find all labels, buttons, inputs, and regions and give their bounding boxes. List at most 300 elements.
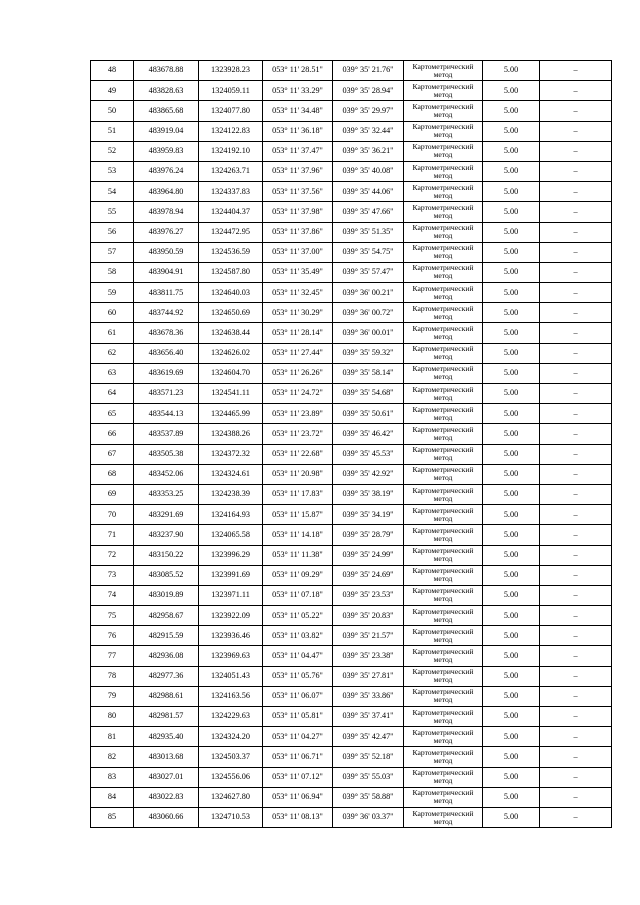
y-coordinate-cell: 1323922.09 bbox=[199, 606, 263, 626]
point-number-cell: 74 bbox=[91, 585, 134, 605]
point-number-cell: 76 bbox=[91, 626, 134, 646]
x-coordinate-cell: 483976.24 bbox=[134, 161, 199, 181]
latitude-cell: 053° 11' 06.71" bbox=[263, 747, 333, 767]
longitude-cell: 039° 35' 36.21" bbox=[333, 141, 404, 161]
note-cell: – bbox=[540, 182, 612, 202]
method-cell: Картометрический метод bbox=[404, 303, 483, 323]
x-coordinate-cell: 483904.91 bbox=[134, 262, 199, 282]
note-cell: – bbox=[540, 81, 612, 101]
x-coordinate-cell: 483291.69 bbox=[134, 505, 199, 525]
latitude-cell: 053° 11' 28.51" bbox=[263, 61, 333, 81]
y-coordinate-cell: 1324164.93 bbox=[199, 505, 263, 525]
latitude-cell: 053° 11' 08.13" bbox=[263, 807, 333, 827]
note-cell: – bbox=[540, 121, 612, 141]
accuracy-cell: 5.00 bbox=[483, 707, 540, 727]
longitude-cell: 039° 35' 42.92" bbox=[333, 464, 404, 484]
table-row bbox=[91, 161, 612, 181]
y-coordinate-cell: 1324051.43 bbox=[199, 666, 263, 686]
longitude-cell: 039° 35' 28.94" bbox=[333, 81, 404, 101]
latitude-cell: 053° 11' 27.44" bbox=[263, 343, 333, 363]
latitude-cell: 053° 11' 07.18" bbox=[263, 585, 333, 605]
y-coordinate-cell: 1324503.37 bbox=[199, 747, 263, 767]
latitude-cell: 053° 11' 24.72" bbox=[263, 384, 333, 404]
point-number-cell: 81 bbox=[91, 727, 134, 747]
note-cell: – bbox=[540, 404, 612, 424]
latitude-cell: 053° 11' 33.29" bbox=[263, 81, 333, 101]
method-cell: Картометрический метод bbox=[404, 707, 483, 727]
x-coordinate-cell: 483353.25 bbox=[134, 484, 199, 504]
x-coordinate-cell: 483019.89 bbox=[134, 585, 199, 605]
x-coordinate-cell: 483976.27 bbox=[134, 222, 199, 242]
accuracy-cell: 5.00 bbox=[483, 807, 540, 827]
method-cell: Картометрический метод bbox=[404, 81, 483, 101]
note-cell: – bbox=[540, 444, 612, 464]
point-number-cell: 78 bbox=[91, 666, 134, 686]
table-row bbox=[91, 666, 612, 686]
y-coordinate-cell: 1324587.80 bbox=[199, 262, 263, 282]
method-cell: Картометрический метод bbox=[404, 444, 483, 464]
y-coordinate-cell: 1324604.70 bbox=[199, 363, 263, 383]
table-row bbox=[91, 606, 612, 626]
y-coordinate-cell: 1323928.23 bbox=[199, 61, 263, 81]
method-cell: Картометрический метод bbox=[404, 666, 483, 686]
accuracy-cell: 5.00 bbox=[483, 585, 540, 605]
accuracy-cell: 5.00 bbox=[483, 444, 540, 464]
method-cell: Картометрический метод bbox=[404, 61, 483, 81]
point-number-cell: 52 bbox=[91, 141, 134, 161]
x-coordinate-cell: 483950.59 bbox=[134, 242, 199, 262]
accuracy-cell: 5.00 bbox=[483, 686, 540, 706]
note-cell: – bbox=[540, 141, 612, 161]
longitude-cell: 039° 36' 00.01" bbox=[333, 323, 404, 343]
table-row bbox=[91, 262, 612, 282]
longitude-cell: 039° 35' 21.57" bbox=[333, 626, 404, 646]
latitude-cell: 053° 11' 37.86" bbox=[263, 222, 333, 242]
x-coordinate-cell: 482958.67 bbox=[134, 606, 199, 626]
longitude-cell: 039° 35' 21.76" bbox=[333, 61, 404, 81]
longitude-cell: 039° 35' 57.47" bbox=[333, 262, 404, 282]
note-cell: – bbox=[540, 666, 612, 686]
note-cell: – bbox=[540, 646, 612, 666]
point-number-cell: 67 bbox=[91, 444, 134, 464]
note-cell: – bbox=[540, 606, 612, 626]
point-number-cell: 59 bbox=[91, 283, 134, 303]
longitude-cell: 039° 35' 24.69" bbox=[333, 565, 404, 585]
point-number-cell: 66 bbox=[91, 424, 134, 444]
longitude-cell: 039° 35' 51.35" bbox=[333, 222, 404, 242]
method-cell: Картометрический метод bbox=[404, 404, 483, 424]
table-row bbox=[91, 545, 612, 565]
longitude-cell: 039° 35' 54.75" bbox=[333, 242, 404, 262]
latitude-cell: 053° 11' 35.49" bbox=[263, 262, 333, 282]
method-cell: Картометрический метод bbox=[404, 323, 483, 343]
note-cell: – bbox=[540, 363, 612, 383]
y-coordinate-cell: 1324388.26 bbox=[199, 424, 263, 444]
point-number-cell: 72 bbox=[91, 545, 134, 565]
point-number-cell: 50 bbox=[91, 101, 134, 121]
accuracy-cell: 5.00 bbox=[483, 384, 540, 404]
point-number-cell: 75 bbox=[91, 606, 134, 626]
note-cell: – bbox=[540, 545, 612, 565]
accuracy-cell: 5.00 bbox=[483, 161, 540, 181]
table-row bbox=[91, 646, 612, 666]
point-number-cell: 51 bbox=[91, 121, 134, 141]
y-coordinate-cell: 1323936.46 bbox=[199, 626, 263, 646]
table-row bbox=[91, 787, 612, 807]
y-coordinate-cell: 1323969.63 bbox=[199, 646, 263, 666]
accuracy-cell: 5.00 bbox=[483, 606, 540, 626]
longitude-cell: 039° 35' 33.86" bbox=[333, 686, 404, 706]
latitude-cell: 053° 11' 37.00" bbox=[263, 242, 333, 262]
method-cell: Картометрический метод bbox=[404, 585, 483, 605]
x-coordinate-cell: 482935.40 bbox=[134, 727, 199, 747]
table-row bbox=[91, 807, 612, 827]
accuracy-cell: 5.00 bbox=[483, 61, 540, 81]
accuracy-cell: 5.00 bbox=[483, 303, 540, 323]
point-number-cell: 54 bbox=[91, 182, 134, 202]
latitude-cell: 053° 11' 07.12" bbox=[263, 767, 333, 787]
point-number-cell: 80 bbox=[91, 707, 134, 727]
x-coordinate-cell: 483537.89 bbox=[134, 424, 199, 444]
longitude-cell: 039° 36' 00.72" bbox=[333, 303, 404, 323]
method-cell: Картометрический метод bbox=[404, 363, 483, 383]
point-number-cell: 53 bbox=[91, 161, 134, 181]
longitude-cell: 039° 35' 55.03" bbox=[333, 767, 404, 787]
point-number-cell: 73 bbox=[91, 565, 134, 585]
x-coordinate-cell: 483544.13 bbox=[134, 404, 199, 424]
table-row bbox=[91, 484, 612, 504]
y-coordinate-cell: 1324465.99 bbox=[199, 404, 263, 424]
x-coordinate-cell: 483237.90 bbox=[134, 525, 199, 545]
point-number-cell: 85 bbox=[91, 807, 134, 827]
method-cell: Картометрический метод bbox=[404, 505, 483, 525]
latitude-cell: 053° 11' 23.89" bbox=[263, 404, 333, 424]
accuracy-cell: 5.00 bbox=[483, 404, 540, 424]
y-coordinate-cell: 1324472.95 bbox=[199, 222, 263, 242]
point-number-cell: 68 bbox=[91, 464, 134, 484]
method-cell: Картометрический метод bbox=[404, 565, 483, 585]
note-cell: – bbox=[540, 101, 612, 121]
y-coordinate-cell: 1324541.11 bbox=[199, 384, 263, 404]
y-coordinate-cell: 1324192.10 bbox=[199, 141, 263, 161]
point-number-cell: 58 bbox=[91, 262, 134, 282]
table-row bbox=[91, 424, 612, 444]
point-number-cell: 61 bbox=[91, 323, 134, 343]
latitude-cell: 053° 11' 34.48" bbox=[263, 101, 333, 121]
y-coordinate-cell: 1323971.11 bbox=[199, 585, 263, 605]
accuracy-cell: 5.00 bbox=[483, 81, 540, 101]
coordinates-table bbox=[90, 60, 612, 828]
note-cell: – bbox=[540, 303, 612, 323]
note-cell: – bbox=[540, 686, 612, 706]
method-cell: Картометрический метод bbox=[404, 646, 483, 666]
table-row bbox=[91, 747, 612, 767]
accuracy-cell: 5.00 bbox=[483, 202, 540, 222]
latitude-cell: 053° 11' 05.76" bbox=[263, 666, 333, 686]
x-coordinate-cell: 483978.94 bbox=[134, 202, 199, 222]
longitude-cell: 039° 35' 23.38" bbox=[333, 646, 404, 666]
x-coordinate-cell: 483828.63 bbox=[134, 81, 199, 101]
method-cell: Картометрический метод bbox=[404, 121, 483, 141]
latitude-cell: 053° 11' 37.56" bbox=[263, 182, 333, 202]
x-coordinate-cell: 483678.88 bbox=[134, 61, 199, 81]
table-row bbox=[91, 404, 612, 424]
y-coordinate-cell: 1324324.61 bbox=[199, 464, 263, 484]
x-coordinate-cell: 483027.01 bbox=[134, 767, 199, 787]
latitude-cell: 053° 11' 30.29" bbox=[263, 303, 333, 323]
y-coordinate-cell: 1324077.80 bbox=[199, 101, 263, 121]
method-cell: Картометрический метод bbox=[404, 686, 483, 706]
y-coordinate-cell: 1324065.58 bbox=[199, 525, 263, 545]
x-coordinate-cell: 483060.66 bbox=[134, 807, 199, 827]
point-number-cell: 65 bbox=[91, 404, 134, 424]
longitude-cell: 039° 35' 24.99" bbox=[333, 545, 404, 565]
accuracy-cell: 5.00 bbox=[483, 666, 540, 686]
latitude-cell: 053° 11' 20.98" bbox=[263, 464, 333, 484]
note-cell: – bbox=[540, 202, 612, 222]
y-coordinate-cell: 1324710.53 bbox=[199, 807, 263, 827]
point-number-cell: 69 bbox=[91, 484, 134, 504]
note-cell: – bbox=[540, 61, 612, 81]
longitude-cell: 039° 35' 23.53" bbox=[333, 585, 404, 605]
y-coordinate-cell: 1324638.44 bbox=[199, 323, 263, 343]
x-coordinate-cell: 483959.83 bbox=[134, 141, 199, 161]
x-coordinate-cell: 482915.59 bbox=[134, 626, 199, 646]
latitude-cell: 053° 11' 37.96" bbox=[263, 161, 333, 181]
note-cell: – bbox=[540, 565, 612, 585]
accuracy-cell: 5.00 bbox=[483, 323, 540, 343]
longitude-cell: 039° 35' 59.32" bbox=[333, 343, 404, 363]
method-cell: Картометрический метод bbox=[404, 202, 483, 222]
latitude-cell: 053° 11' 23.72" bbox=[263, 424, 333, 444]
table-row bbox=[91, 182, 612, 202]
table-row bbox=[91, 283, 612, 303]
longitude-cell: 039° 35' 28.79" bbox=[333, 525, 404, 545]
accuracy-cell: 5.00 bbox=[483, 121, 540, 141]
point-number-cell: 64 bbox=[91, 384, 134, 404]
table-row bbox=[91, 202, 612, 222]
point-number-cell: 63 bbox=[91, 363, 134, 383]
longitude-cell: 039° 35' 54.68" bbox=[333, 384, 404, 404]
method-cell: Картометрический метод bbox=[404, 101, 483, 121]
longitude-cell: 039° 35' 46.42" bbox=[333, 424, 404, 444]
accuracy-cell: 5.00 bbox=[483, 141, 540, 161]
method-cell: Картометрический метод bbox=[404, 525, 483, 545]
longitude-cell: 039° 36' 00.21" bbox=[333, 283, 404, 303]
table-row bbox=[91, 505, 612, 525]
accuracy-cell: 5.00 bbox=[483, 182, 540, 202]
table-row bbox=[91, 384, 612, 404]
table-row bbox=[91, 222, 612, 242]
x-coordinate-cell: 483013.68 bbox=[134, 747, 199, 767]
table-row bbox=[91, 585, 612, 605]
longitude-cell: 039° 35' 38.19" bbox=[333, 484, 404, 504]
method-cell: Картометрический метод bbox=[404, 182, 483, 202]
latitude-cell: 053° 11' 09.29" bbox=[263, 565, 333, 585]
y-coordinate-cell: 1324238.39 bbox=[199, 484, 263, 504]
method-cell: Картометрический метод bbox=[404, 747, 483, 767]
x-coordinate-cell: 483678.36 bbox=[134, 323, 199, 343]
x-coordinate-cell: 483919.04 bbox=[134, 121, 199, 141]
method-cell: Картометрический метод bbox=[404, 626, 483, 646]
note-cell: – bbox=[540, 222, 612, 242]
table-row bbox=[91, 61, 612, 81]
point-number-cell: 71 bbox=[91, 525, 134, 545]
latitude-cell: 053° 11' 28.14" bbox=[263, 323, 333, 343]
latitude-cell: 053° 11' 11.38" bbox=[263, 545, 333, 565]
x-coordinate-cell: 483150.22 bbox=[134, 545, 199, 565]
accuracy-cell: 5.00 bbox=[483, 484, 540, 504]
point-number-cell: 56 bbox=[91, 222, 134, 242]
y-coordinate-cell: 1324059.11 bbox=[199, 81, 263, 101]
method-cell: Картометрический метод bbox=[404, 787, 483, 807]
note-cell: – bbox=[540, 747, 612, 767]
longitude-cell: 039° 35' 58.14" bbox=[333, 363, 404, 383]
table-row bbox=[91, 141, 612, 161]
accuracy-cell: 5.00 bbox=[483, 626, 540, 646]
note-cell: – bbox=[540, 283, 612, 303]
y-coordinate-cell: 1324372.32 bbox=[199, 444, 263, 464]
point-number-cell: 84 bbox=[91, 787, 134, 807]
x-coordinate-cell: 483865.68 bbox=[134, 101, 199, 121]
x-coordinate-cell: 483964.80 bbox=[134, 182, 199, 202]
point-number-cell: 79 bbox=[91, 686, 134, 706]
table-row bbox=[91, 303, 612, 323]
latitude-cell: 053° 11' 37.47" bbox=[263, 141, 333, 161]
latitude-cell: 053° 11' 17.83" bbox=[263, 484, 333, 504]
point-number-cell: 49 bbox=[91, 81, 134, 101]
y-coordinate-cell: 1324122.83 bbox=[199, 121, 263, 141]
point-number-cell: 70 bbox=[91, 505, 134, 525]
latitude-cell: 053° 11' 03.82" bbox=[263, 626, 333, 646]
accuracy-cell: 5.00 bbox=[483, 464, 540, 484]
point-number-cell: 62 bbox=[91, 343, 134, 363]
accuracy-cell: 5.00 bbox=[483, 505, 540, 525]
note-cell: – bbox=[540, 585, 612, 605]
method-cell: Картометрический метод bbox=[404, 545, 483, 565]
latitude-cell: 053° 11' 05.22" bbox=[263, 606, 333, 626]
table-row bbox=[91, 727, 612, 747]
note-cell: – bbox=[540, 727, 612, 747]
longitude-cell: 039° 35' 42.47" bbox=[333, 727, 404, 747]
y-coordinate-cell: 1324536.59 bbox=[199, 242, 263, 262]
table-row bbox=[91, 81, 612, 101]
method-cell: Картометрический метод bbox=[404, 262, 483, 282]
point-number-cell: 48 bbox=[91, 61, 134, 81]
table-row bbox=[91, 767, 612, 787]
latitude-cell: 053° 11' 26.26" bbox=[263, 363, 333, 383]
y-coordinate-cell: 1324404.37 bbox=[199, 202, 263, 222]
table-row bbox=[91, 101, 612, 121]
note-cell: – bbox=[540, 505, 612, 525]
x-coordinate-cell: 482981.57 bbox=[134, 707, 199, 727]
longitude-cell: 039° 36' 03.37" bbox=[333, 807, 404, 827]
latitude-cell: 053° 11' 06.07" bbox=[263, 686, 333, 706]
method-cell: Картометрический метод bbox=[404, 141, 483, 161]
x-coordinate-cell: 483085.52 bbox=[134, 565, 199, 585]
longitude-cell: 039° 35' 40.08" bbox=[333, 161, 404, 181]
note-cell: – bbox=[540, 262, 612, 282]
accuracy-cell: 5.00 bbox=[483, 767, 540, 787]
y-coordinate-cell: 1324650.69 bbox=[199, 303, 263, 323]
longitude-cell: 039° 35' 45.53" bbox=[333, 444, 404, 464]
note-cell: – bbox=[540, 384, 612, 404]
y-coordinate-cell: 1324627.80 bbox=[199, 787, 263, 807]
latitude-cell: 053° 11' 32.45" bbox=[263, 283, 333, 303]
longitude-cell: 039° 35' 37.41" bbox=[333, 707, 404, 727]
accuracy-cell: 5.00 bbox=[483, 222, 540, 242]
note-cell: – bbox=[540, 424, 612, 444]
latitude-cell: 053° 11' 22.68" bbox=[263, 444, 333, 464]
table-row bbox=[91, 565, 612, 585]
method-cell: Картометрический метод bbox=[404, 384, 483, 404]
x-coordinate-cell: 483656.40 bbox=[134, 343, 199, 363]
table-row bbox=[91, 525, 612, 545]
x-coordinate-cell: 482977.36 bbox=[134, 666, 199, 686]
note-cell: – bbox=[540, 161, 612, 181]
table-row bbox=[91, 363, 612, 383]
note-cell: – bbox=[540, 707, 612, 727]
accuracy-cell: 5.00 bbox=[483, 363, 540, 383]
y-coordinate-cell: 1324556.06 bbox=[199, 767, 263, 787]
table-row bbox=[91, 323, 612, 343]
y-coordinate-cell: 1324263.71 bbox=[199, 161, 263, 181]
note-cell: – bbox=[540, 464, 612, 484]
accuracy-cell: 5.00 bbox=[483, 545, 540, 565]
longitude-cell: 039° 35' 44.06" bbox=[333, 182, 404, 202]
note-cell: – bbox=[540, 787, 612, 807]
point-number-cell: 83 bbox=[91, 767, 134, 787]
note-cell: – bbox=[540, 484, 612, 504]
y-coordinate-cell: 1324640.03 bbox=[199, 283, 263, 303]
accuracy-cell: 5.00 bbox=[483, 727, 540, 747]
note-cell: – bbox=[540, 626, 612, 646]
x-coordinate-cell: 483452.06 bbox=[134, 464, 199, 484]
table-row bbox=[91, 686, 612, 706]
x-coordinate-cell: 482988.61 bbox=[134, 686, 199, 706]
longitude-cell: 039° 35' 34.19" bbox=[333, 505, 404, 525]
method-cell: Картометрический метод bbox=[404, 343, 483, 363]
longitude-cell: 039° 35' 32.44" bbox=[333, 121, 404, 141]
point-number-cell: 82 bbox=[91, 747, 134, 767]
accuracy-cell: 5.00 bbox=[483, 424, 540, 444]
accuracy-cell: 5.00 bbox=[483, 787, 540, 807]
latitude-cell: 053° 11' 14.18" bbox=[263, 525, 333, 545]
x-coordinate-cell: 483505.38 bbox=[134, 444, 199, 464]
latitude-cell: 053° 11' 04.47" bbox=[263, 646, 333, 666]
latitude-cell: 053° 11' 04.27" bbox=[263, 727, 333, 747]
point-number-cell: 77 bbox=[91, 646, 134, 666]
note-cell: – bbox=[540, 343, 612, 363]
table-row bbox=[91, 343, 612, 363]
y-coordinate-cell: 1324229.63 bbox=[199, 707, 263, 727]
y-coordinate-cell: 1324337.83 bbox=[199, 182, 263, 202]
method-cell: Картометрический метод bbox=[404, 283, 483, 303]
accuracy-cell: 5.00 bbox=[483, 242, 540, 262]
method-cell: Картометрический метод bbox=[404, 807, 483, 827]
table-row bbox=[91, 121, 612, 141]
x-coordinate-cell: 483811.75 bbox=[134, 283, 199, 303]
accuracy-cell: 5.00 bbox=[483, 343, 540, 363]
x-coordinate-cell: 483619.69 bbox=[134, 363, 199, 383]
accuracy-cell: 5.00 bbox=[483, 747, 540, 767]
latitude-cell: 053° 11' 36.18" bbox=[263, 121, 333, 141]
latitude-cell: 053° 11' 37.98" bbox=[263, 202, 333, 222]
note-cell: – bbox=[540, 525, 612, 545]
method-cell: Картометрический метод bbox=[404, 161, 483, 181]
x-coordinate-cell: 483571.23 bbox=[134, 384, 199, 404]
table-row bbox=[91, 444, 612, 464]
